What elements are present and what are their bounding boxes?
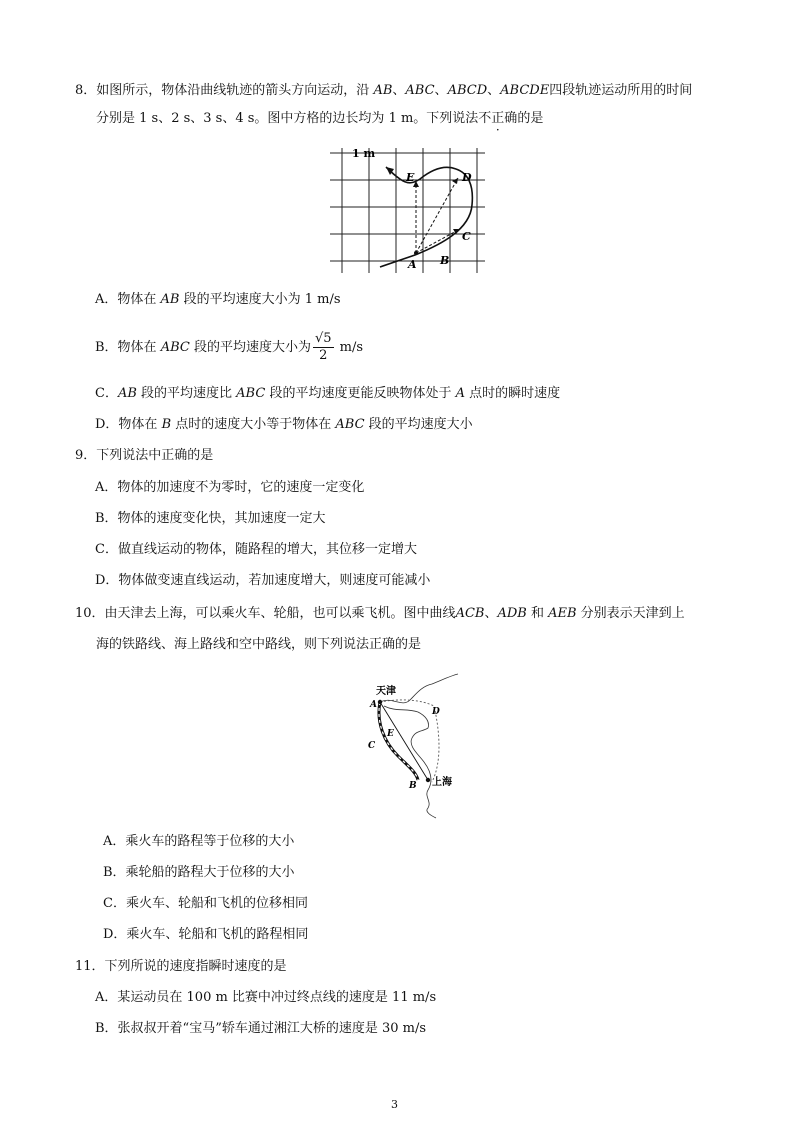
label-tianjin: 天津 (376, 686, 396, 697)
label-b: B (409, 781, 417, 791)
q8-option-b[interactable]: B．物体在 ABC 段的平均速度大小为 $\frac{√5}{2}$ m/s (95, 331, 364, 363)
q10-option-a[interactable]: A．乘火车的路程等于位移的大小 (103, 834, 295, 849)
q9-stem: 9．下列说法中正确的是 (75, 448, 214, 463)
label-d: D (432, 707, 440, 717)
seg-label: AB (373, 83, 393, 98)
city-shanghai-dot (426, 778, 430, 782)
q8-stem-line2: 分别是 1 s、2 s、3 s、4 s。图中方格的边长均为 1 m。下列说法不正确的是 (96, 111, 544, 126)
q10-map (362, 672, 462, 820)
q10-option-c[interactable]: C．乘火车、轮船和飞机的位移相同 (103, 896, 308, 911)
emphasis-negation: 不正确 (478, 111, 518, 126)
page-number: 3 (391, 1098, 398, 1111)
displacement-ad (416, 178, 458, 253)
q8-figure (320, 145, 490, 275)
label-c: C (462, 230, 471, 243)
q9-option-b[interactable]: B．物体的速度变化快，其加速度一定大 (95, 511, 326, 526)
q9-option-d[interactable]: D．物体做变速直线运动，若加速度增大，则速度可能减小 (95, 573, 431, 588)
seg-label: ABCD (447, 83, 488, 98)
point-a-dot (414, 251, 418, 255)
grid (330, 148, 485, 273)
q9-option-a[interactable]: A．物体的加速度不为零时，它的速度一定变化 (95, 480, 365, 495)
q11-stem: 11．下列所说的速度指瞬时速度的是 (75, 959, 287, 974)
q11-option-a[interactable]: A．某运动员在 100 m 比赛中冲过终点线的速度是 11 m/s (95, 990, 437, 1005)
q8-stem-line1: 8．如图所示，物体沿曲线轨迹的箭头方向运动，沿 AB、ABC、ABCD、ABCDE四段轨迹运动所用的时间 (75, 83, 693, 98)
label-c: C (368, 741, 376, 751)
label-b: B (440, 254, 450, 267)
city-tianjin-dot (378, 700, 382, 704)
fraction-sqrt5-over-2: $\frac{√5}{2}$ (314, 331, 332, 363)
q8-option-c[interactable]: C．AB 段的平均速度比 ABC 段的平均速度更能反映物体处于 A 点时的瞬时速度 (95, 386, 561, 401)
label-shanghai: 上海 (432, 777, 452, 788)
q10-stem-line2: 海的铁路线、海上路线和空中路线，则下列说法正确的是 (96, 637, 422, 652)
q8-option-a[interactable]: A．物体在 AB 段的平均速度大小为 1 m/s (95, 292, 341, 307)
rail-route-acb (379, 702, 418, 780)
sea-route-adb (380, 700, 439, 782)
label-e: E (387, 729, 394, 739)
label-a: A (370, 700, 377, 710)
trajectory-curve (380, 167, 472, 267)
q11-option-b[interactable]: B．张叔叔开着“宝马”轿车通过湘江大桥的速度是 30 m/s (95, 1021, 427, 1036)
q10-option-b[interactable]: B．乘轮船的路程大于位移的大小 (103, 865, 295, 880)
q9-option-c[interactable]: C．做直线运动的物体，随路程的增大，其位移一定增大 (95, 542, 417, 557)
label-a: A (408, 258, 417, 271)
q10-option-d[interactable]: D．乘火车、轮船和飞机的路程相同 (103, 927, 309, 942)
seg-label: ABC (405, 83, 435, 98)
q8-option-d[interactable]: D．物体在 B 点时的速度大小等于物体在 ABC 段的平均速度大小 (95, 417, 473, 432)
scale-label: 1 m (352, 147, 376, 160)
label-d: D (462, 171, 472, 184)
seg-label: ABCDE (500, 83, 550, 98)
q10-stem-line1: 10．由天津去上海，可以乘火车、轮船，也可以乘飞机。图中曲线ACB、ADB 和 AEB 分别表示天津到上 (75, 606, 685, 621)
label-e: E (406, 171, 415, 184)
